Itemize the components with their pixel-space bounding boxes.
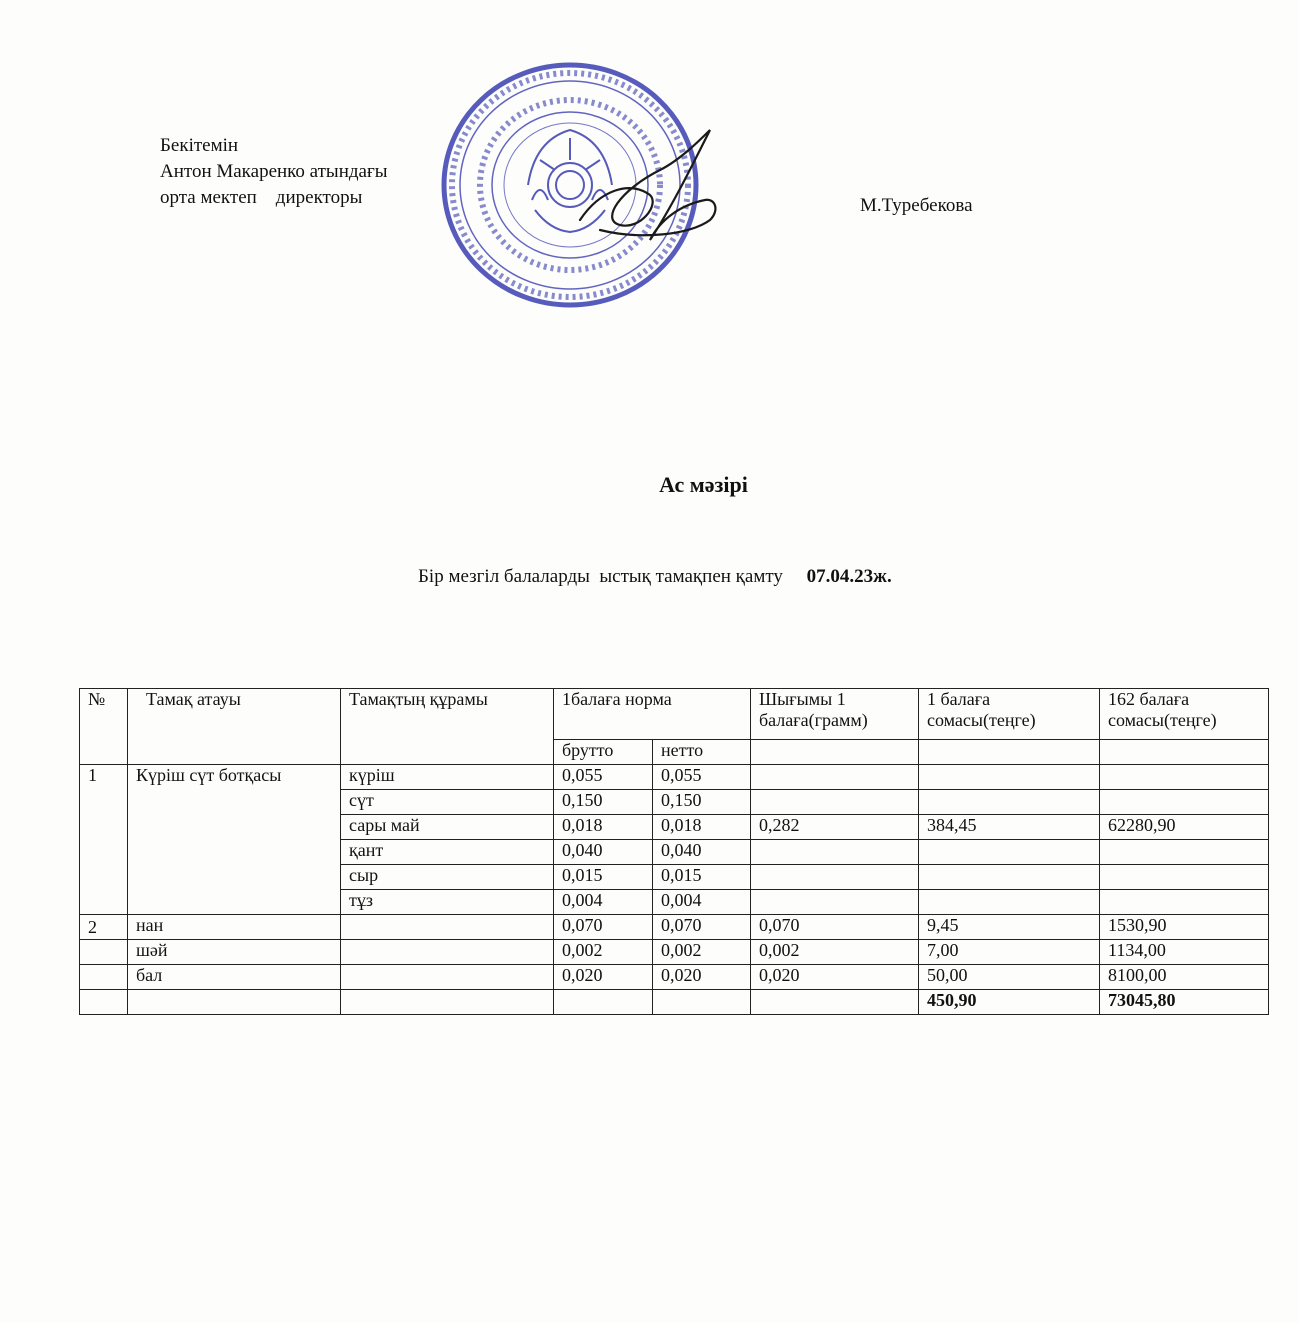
approval-line-2: Антон Макаренко атындағы (160, 161, 388, 182)
table-total-row (80, 990, 1269, 1015)
header-name: Тамақ атауы (128, 689, 341, 765)
ingredient-name: күріш (341, 765, 554, 790)
ingredient-brutto: 0,018 (554, 815, 653, 840)
ingredient-brutto: 0,004 (554, 890, 653, 915)
ingredient-name: сары май (341, 815, 554, 840)
header-num: № (80, 689, 128, 765)
dish2-item-output: 0,002 (751, 940, 919, 965)
dish2-item-netto: 0,020 (653, 965, 751, 990)
dish2-item-brutto: 0,070 (554, 915, 653, 940)
approval-block (160, 133, 388, 211)
page-title: Ас мәзірі (659, 472, 748, 497)
ingredient-brutto: 0,040 (554, 840, 653, 865)
table-header-row (80, 689, 1269, 740)
dish2-item-sum162: 1134,00 (1100, 940, 1269, 965)
header-netto: нетто (653, 740, 751, 765)
dish2-item-sum1: 50,00 (919, 965, 1100, 990)
ingredient-name: сүт (341, 790, 554, 815)
ingredient-name: қант (341, 840, 554, 865)
subtitle-date: 07.04.23ж. (806, 566, 892, 587)
dish2-item-name: нан (128, 915, 341, 940)
table-row (80, 940, 1269, 965)
header-output: Шығымы 1 балаға(грамм) (751, 689, 919, 740)
dish2-num: 2 (80, 915, 128, 940)
header-norm: 1балаға норма (554, 689, 751, 740)
header-sum162: 162 балаға сомасы(теңге) (1100, 689, 1269, 740)
ingredient-netto: 0,018 (653, 815, 751, 840)
dish1-output: 0,282 (751, 815, 919, 840)
approval-line-1: Бекітемін (160, 135, 239, 156)
director-signature (560, 120, 730, 270)
dish2-item-output: 0,070 (751, 915, 919, 940)
ingredient-netto: 0,015 (653, 865, 751, 890)
dish1-sum1: 384,45 (919, 815, 1100, 840)
dish2-item-output: 0,020 (751, 965, 919, 990)
approval-line-3: орта мектеп директоры (160, 187, 363, 208)
dish2-item-netto: 0,002 (653, 940, 751, 965)
ingredient-brutto: 0,150 (554, 790, 653, 815)
subtitle-text: Бір мезгіл балаларды ыстық тамақпен қамту (418, 566, 783, 587)
header-sum1: 1 балаға сомасы(теңге) (919, 689, 1100, 740)
dish2-item-brutto: 0,020 (554, 965, 653, 990)
ingredient-name: тұз (341, 890, 554, 915)
header-brutto: брутто (554, 740, 653, 765)
table-row (80, 765, 1269, 790)
table-row (80, 915, 1269, 940)
ingredient-netto: 0,040 (653, 840, 751, 865)
dish2-item-sum1: 7,00 (919, 940, 1100, 965)
dish2-item-sum162: 8100,00 (1100, 965, 1269, 990)
ingredient-netto: 0,150 (653, 790, 751, 815)
dish1-sum162: 62280,90 (1100, 815, 1269, 840)
total-sum162: 73045,80 (1100, 990, 1269, 1015)
dish2-item-sum162: 1530,90 (1100, 915, 1269, 940)
dish2-item-netto: 0,070 (653, 915, 751, 940)
dish2-item-name: шәй (128, 940, 341, 965)
dish2-item-name: бал (128, 965, 341, 990)
ingredient-brutto: 0,055 (554, 765, 653, 790)
dish1-num: 1 (80, 765, 128, 915)
total-sum1: 450,90 (919, 990, 1100, 1015)
dish1-name: Күріш сүт ботқасы (128, 765, 341, 915)
ingredient-name: сыр (341, 865, 554, 890)
ingredient-netto: 0,055 (653, 765, 751, 790)
director-name: М.Туребекова (860, 195, 973, 216)
ingredient-brutto: 0,015 (554, 865, 653, 890)
dish2-item-sum1: 9,45 (919, 915, 1100, 940)
subtitle (418, 566, 892, 588)
dish2-item-brutto: 0,002 (554, 940, 653, 965)
table-row (80, 965, 1269, 990)
ingredient-netto: 0,004 (653, 890, 751, 915)
header-composition: Тамақтың құрамы (341, 689, 554, 765)
menu-table (79, 688, 1269, 1015)
